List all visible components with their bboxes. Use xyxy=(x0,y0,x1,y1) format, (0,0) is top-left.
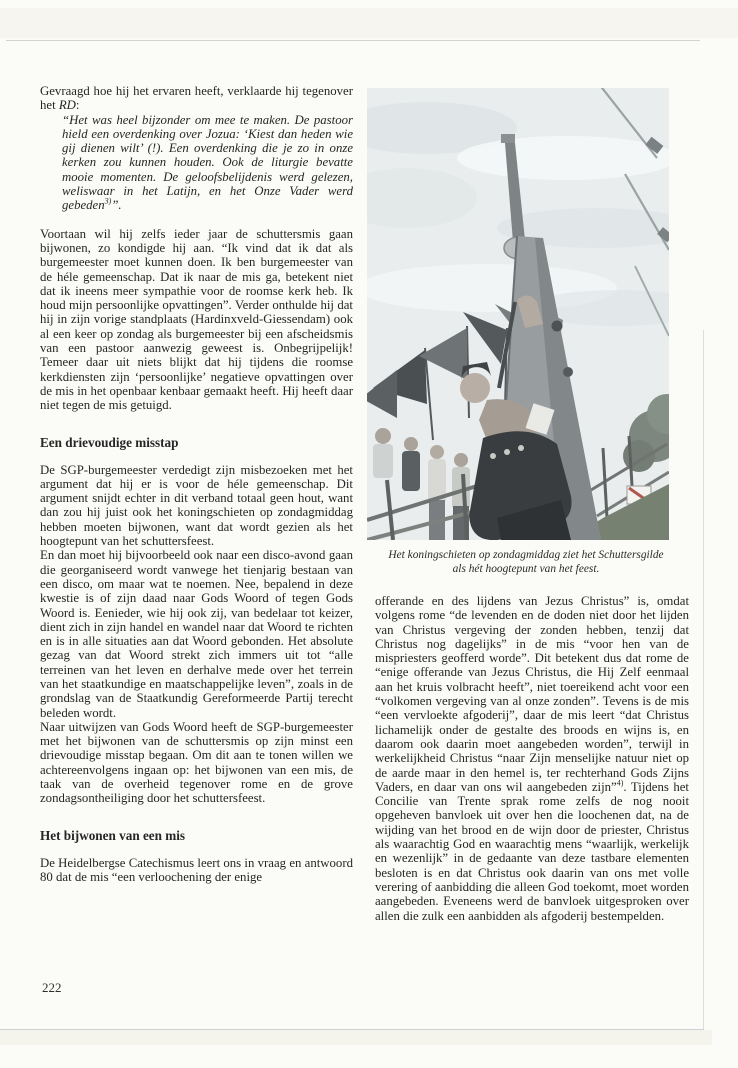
photo-caption-line2: als hét hoogtepunt van het feest. xyxy=(452,563,600,575)
paragraph-catechismus: De Heidelbergse Catechismus leert ons in vraag en antwoord 80 dat de mis “een verloochening der enige xyxy=(40,855,353,884)
page-edge-line xyxy=(703,330,704,1030)
photo-caption xyxy=(370,548,682,576)
right-column xyxy=(375,594,689,923)
heading-bijwonen-mis: Het bijwonen van een mis xyxy=(40,827,186,843)
quote-closing: ”. xyxy=(111,198,122,213)
scan-bottom-band xyxy=(0,1030,712,1045)
scan-top-band xyxy=(0,8,738,38)
heading-drievoudige-misstap: Een drievoudige misstap xyxy=(40,434,179,450)
block-quote xyxy=(62,113,353,213)
paragraph-sgp-burgemeester: De SGP-burgemeester verdedigt zijn misbezoeken met het argument dat hij er is voor de héle gemeenschap. Dit argument snijdt echter in dit verband totaal geen hout, want dan zou hij juist ook het koningschieten op zondagmiddag hebben moeten bijwonen, want dat wordt gezien als het hoogtepunt van het schuttersfeest. xyxy=(40,462,353,549)
intro-paragraph xyxy=(40,84,353,113)
paragraph-voortaan: Voortaan wil hij zelfs ieder jaar de schuttersmis gaan bijwonen, zo kondigde hij aan. “Ik vind dat ik dat als burgemeester moet kunnen doen. Ik ben burgemeester van de héle gemeenschap. Dat ik naar de mis ga, betekent niet dat ik ineens meer sympathie voor de roomse kerk heb. Ik houd mijn persoonlijke opvattingen”. Verder onthulde hij dat hij in zijn vorige standplaats (Hardinxveld-Giessendam) ook al een keer op zondag als burgemeester bij een afscheidsmis van een pastoor aanwezig geweest is. Onbegrijpelijk! Temeer daar uit niets blijkt dat hij tijdens die roomse kerkdiensten zijn ‘persoonlijke’ negatieve opvattingen over de mis in het openbaar kenbaar gemaakt heeft. Hij heeft daar niet tegen de mis getuigd. xyxy=(40,226,353,413)
rd-abbreviation: RD xyxy=(58,98,76,113)
pole-climbing-photo-graphic xyxy=(367,88,669,540)
footnote-ref-4: 4) xyxy=(616,778,624,788)
intro-text: Gevraagd hoe hij het ervaren heeft, verklaarde hij tegenover het xyxy=(40,84,353,113)
photo-caption-line1: Het koningschieten op zondagmiddag ziet het Schuttersgilde xyxy=(388,549,664,561)
festival-photo xyxy=(367,88,669,540)
left-column xyxy=(40,84,353,884)
intro-colon: : xyxy=(75,98,80,113)
paragraph-offerande xyxy=(375,594,689,923)
offerande-part1: offerande en des lijdens van Jezus Christus” is, omdat volgens rome “de levenden en de doden niet door het lijden van Christus vergeving der zonden hebben, tenzij dat Christus nog dagelijks” in de mis “voor hen van de mispriesters geofferd worde”. Dit betekent dus dat rome de “enige offerande van Jezus Christus, die Hij Zelf eenmaal aan het kruis volbracht heeft”, niet toereikend acht voor een “volkomen vergeving van al onze zonden”. Tevens is de mis “een vervloekte afgoderij”, daar de mis leert “dat Christus lichamelijk onder de gestalte des broods en wijns is, en daarom ook daarin moet aangebeden worden”, terwijl in werkelijkheid Christus “naar Zijn menselijke natuur niet op de aarde maar in den hemel is, ter rechterhand Gods Zijns Vaders, en daar van ons wil aangebeden zijn” xyxy=(375,594,689,794)
footnote-ref-3: 3) xyxy=(104,197,112,207)
top-rule xyxy=(6,40,700,41)
quote-text: “Het was heel bijzonder om mee te maken. De pastoor hield een overdenking over Jozua: ‘Kiest dan heden wie gij dienen wilt’ (!). Een overdenking die je zo in onze kerken zou kunnen houden. Ook de liturgie bevatte mooie momenten. De geloofsbelijdenis werd gelezen, weliswaar in het Latijn, en het Onze Vader werd gebeden xyxy=(62,112,353,213)
paragraph-misstappen: Naar uitwijzen van Gods Woord heeft de SGP-burgemeester met het bijwonen van de schuttersmis op zijn minst een drievoudige misstap begaan. Om dit aan te tonen willen we achtereenvolgens ingaan op: het bijwonen van een mis, de taak van de overheid tegenover rome en de grove zondagsontheiliging door het schuttersfeest. xyxy=(40,719,353,806)
paragraph-disco: En dan moet hij bijvoorbeeld ook naar een disco-avond gaan die georganiseerd wordt vanwege het tienjarig bestaan van een disco, om maar wat te noemen. Nee, bepalend in deze kwestie is of zijn daad naar Gods Woord of tegen Gods Woord is. Eenieder, wie hij ook zij, van bedelaar tot keizer, dient zich in zijn handel en wandel naar dat Woord te richten en is in alle situaties aan dat Woord gebonden. Het absolute gezag van dat Woord strekt zich immers uit tot “alle terreinen van het leven en derhalve mede over het terrein van het staatkundige en maatschappelijke leven”, zoals in de grondslag van de Staatkundig Gereformeerde Partij terecht beleden wordt. xyxy=(40,548,353,720)
offerande-part2: . Tijdens het Concilie van Trente sprak rome zelfs de nog nooit opgeheven banvloek uit over hen die loochenen dat, na de wijding van het brood en de wijn door de priester, Christus als waarachtig God en waarachtig mens “waarlijk, werkelijk en wezenlijk” in de gedaante van deze tastbare elementen besloten is en dat Christus ook daarin van ons met volle verering of aanbidding die alleen God toekomt, moet worden aangebeden. Eveneens werd de banvloek uitgesproken over allen die zulk een aanbidden als afgoderij bestempelden. xyxy=(375,779,689,923)
page-number: 222 xyxy=(42,980,62,995)
